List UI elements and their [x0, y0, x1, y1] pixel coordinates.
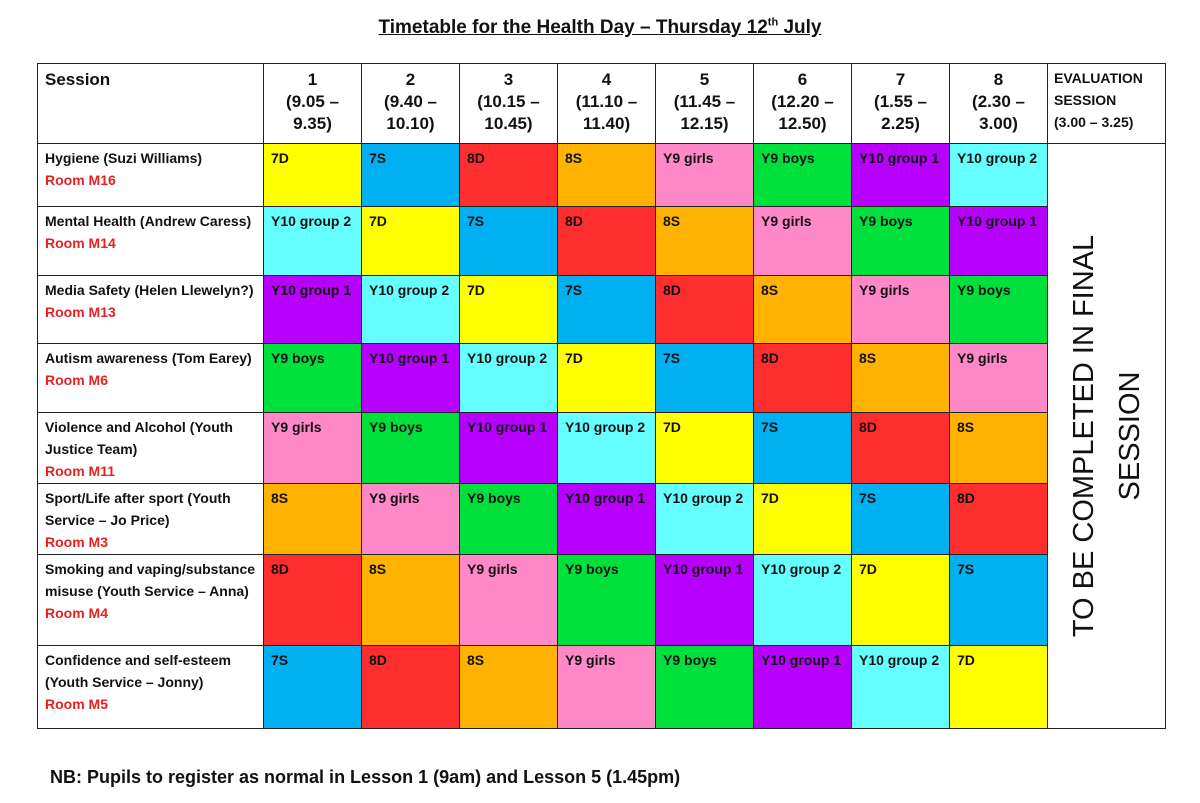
group-cell: Y9 girls — [362, 484, 460, 555]
group-cell: 8D — [754, 344, 852, 413]
group-cell: Y10 group 1 — [558, 484, 656, 555]
group-cell: Y10 group 1 — [362, 344, 460, 413]
period-header-2: 2 (9.40 – 10.10) — [362, 64, 460, 144]
room-label: Room M13 — [45, 303, 116, 320]
group-cell: Y10 group 1 — [754, 645, 852, 728]
group-cell: Y9 girls — [656, 144, 754, 207]
topic-label: Autism awareness (Tom Earey) — [45, 350, 252, 367]
group-cell: 8D — [950, 484, 1048, 555]
group-cell: Y9 girls — [852, 275, 950, 344]
group-cell: Y10 group 1 — [460, 413, 558, 484]
session-topic — [38, 413, 264, 484]
room-label: Room M16 — [45, 172, 116, 188]
group-cell: 7D — [362, 206, 460, 275]
header-row — [38, 64, 1166, 144]
room-label: Room M6 — [45, 372, 108, 389]
group-cell: 7S — [950, 554, 1048, 645]
group-cell: Y9 girls — [754, 206, 852, 275]
group-cell: 8S — [460, 645, 558, 728]
group-cell: Y10 group 2 — [656, 484, 754, 555]
session-header: Session — [38, 64, 264, 144]
group-cell: 7D — [264, 144, 362, 207]
group-cell: Y9 boys — [264, 344, 362, 413]
session-topic — [38, 554, 264, 645]
period-header-4: 4 (11.10 – 11.40) — [558, 64, 656, 144]
group-cell: 8S — [264, 484, 362, 555]
group-cell: Y9 girls — [264, 413, 362, 484]
topic-label: Confidence and self-esteem (Youth Service – Jonny) — [45, 651, 231, 690]
group-cell: Y10 group 1 — [264, 275, 362, 344]
group-cell: Y9 boys — [656, 645, 754, 728]
topic-label: Violence and Alcohol (Youth Justice Team) — [45, 419, 233, 458]
group-cell: 7D — [852, 554, 950, 645]
group-cell: 8D — [460, 144, 558, 207]
group-cell: Y10 group 1 — [950, 206, 1048, 275]
session-topic — [38, 344, 264, 413]
group-cell: Y10 group 2 — [460, 344, 558, 413]
group-cell: 7D — [558, 344, 656, 413]
group-cell: 8S — [558, 144, 656, 207]
group-cell: Y9 boys — [558, 554, 656, 645]
group-cell: Y9 girls — [558, 645, 656, 728]
group-cell: Y9 boys — [950, 275, 1048, 344]
topic-label: Sport/Life after sport (Youth Service – Jo Price) — [45, 490, 231, 529]
room-label: Room M5 — [45, 695, 108, 712]
group-cell: Y9 boys — [754, 144, 852, 207]
group-cell: Y10 group 2 — [558, 413, 656, 484]
group-cell: Y10 group 2 — [754, 554, 852, 645]
evaluation-session-cell — [1048, 144, 1166, 729]
session-topic — [38, 206, 264, 275]
room-label: Room M11 — [45, 463, 116, 480]
group-cell: 8D — [852, 413, 950, 484]
period-header-5: 5 (11.45 – 12.15) — [656, 64, 754, 144]
session-row — [38, 344, 1166, 413]
page-title: Timetable for the Health Day – Thursday 12th July — [378, 16, 822, 38]
room-label: Room M14 — [45, 234, 116, 251]
group-cell: Y10 group 1 — [852, 144, 950, 207]
group-cell: 7D — [754, 484, 852, 555]
session-row — [38, 144, 1166, 207]
group-cell: 7S — [460, 206, 558, 275]
session-row — [38, 413, 1166, 484]
period-header-7: 7 (1.55 – 2.25) — [852, 64, 950, 144]
topic-label: Media Safety (Helen Llewelyn?) — [45, 281, 254, 298]
group-cell: Y10 group 2 — [264, 206, 362, 275]
session-row — [38, 554, 1166, 645]
session-row — [38, 275, 1166, 344]
group-cell: Y10 group 2 — [852, 645, 950, 728]
group-cell: Y9 girls — [950, 344, 1048, 413]
group-cell: 7D — [656, 413, 754, 484]
group-cell: 8D — [264, 554, 362, 645]
period-header-1: 1 (9.05 – 9.35) — [264, 64, 362, 144]
session-topic — [38, 144, 264, 207]
group-cell: 7S — [264, 645, 362, 728]
session-topic — [38, 484, 264, 555]
session-topic — [38, 645, 264, 728]
group-cell: 7D — [460, 275, 558, 344]
group-cell: 7S — [558, 275, 656, 344]
group-cell: Y9 boys — [362, 413, 460, 484]
group-cell: 7D — [950, 645, 1048, 728]
topic-label: Mental Health (Andrew Caress) — [45, 212, 252, 229]
group-cell: 8S — [950, 413, 1048, 484]
group-cell: 8D — [558, 206, 656, 275]
group-cell: 7S — [362, 144, 460, 207]
group-cell: Y10 group 2 — [950, 144, 1048, 207]
session-row — [38, 484, 1166, 555]
footnote: NB: Pupils to register as normal in Lesson 1 (9am) and Lesson 5 (1.45pm) — [50, 767, 681, 787]
evaluation-header: EVALUATION SESSION (3.00 – 3.25) — [1048, 64, 1166, 144]
period-header-8: 8 (2.30 – 3.00) — [950, 64, 1048, 144]
group-cell: Y9 girls — [460, 554, 558, 645]
group-cell: 8S — [754, 275, 852, 344]
group-cell: Y9 boys — [460, 484, 558, 555]
group-cell: 7S — [754, 413, 852, 484]
session-row — [38, 645, 1166, 728]
evaluation-note: TO BE COMPLETED IN FINAL SESSION — [1067, 234, 1146, 638]
period-header-6: 6 (12.20 – 12.50) — [754, 64, 852, 144]
room-label: Room M3 — [45, 534, 108, 551]
group-cell: 8S — [852, 344, 950, 413]
group-cell: Y9 boys — [852, 206, 950, 275]
group-cell: 7S — [656, 344, 754, 413]
topic-label: Smoking and vaping/substance misuse (Youth Service – Anna) — [45, 560, 256, 599]
group-cell: 8S — [656, 206, 754, 275]
period-header-3: 3 (10.15 – 10.45) — [460, 64, 558, 144]
topic-label: Hygiene (Suzi Williams) — [45, 150, 203, 166]
group-cell: 8D — [362, 645, 460, 728]
room-label: Room M4 — [45, 604, 108, 621]
group-cell: 7S — [852, 484, 950, 555]
group-cell: Y10 group 1 — [656, 554, 754, 645]
group-cell: Y10 group 2 — [362, 275, 460, 344]
session-topic — [38, 275, 264, 344]
group-cell: 8S — [362, 554, 460, 645]
session-row — [38, 206, 1166, 275]
group-cell: 8D — [656, 275, 754, 344]
timetable — [37, 63, 1166, 729]
